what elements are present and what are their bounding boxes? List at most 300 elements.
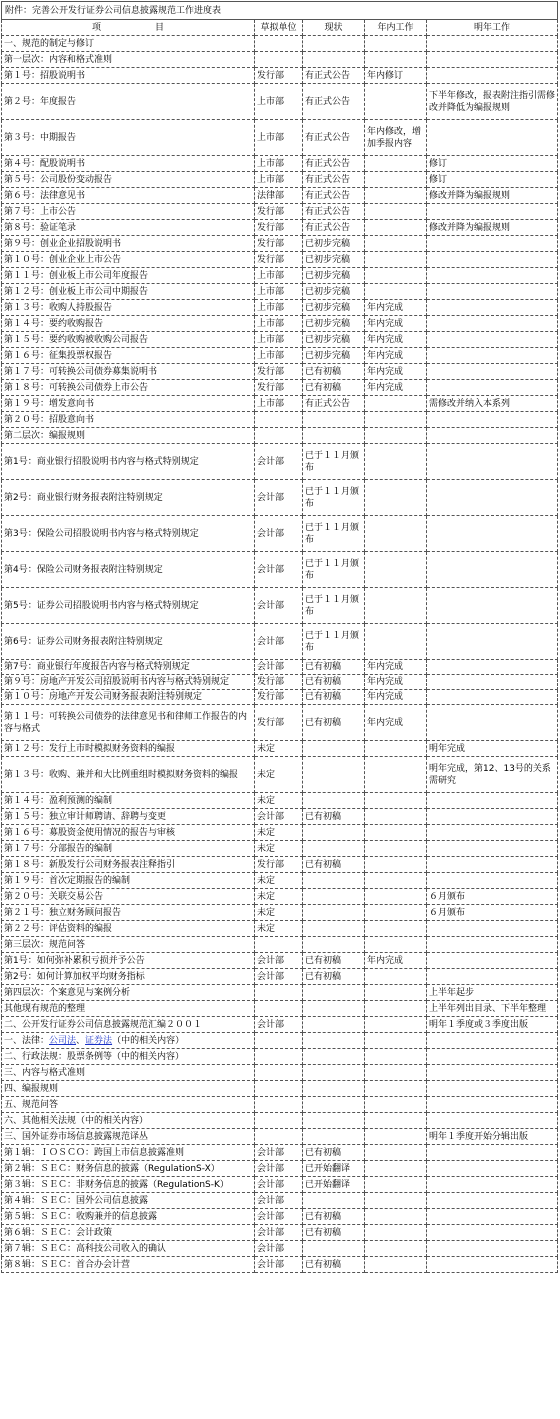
cell-status: 已有初稿 [303, 1145, 365, 1161]
cell-status [303, 1001, 365, 1017]
cell-status: 有正式公告 [303, 396, 365, 412]
cell-this-year [365, 396, 427, 412]
table-row [2, 588, 558, 624]
cell-next-year [427, 1033, 558, 1049]
cell-next-year [427, 516, 558, 552]
cell-unit: 会计部 [255, 480, 303, 516]
header-item: 项 目 [2, 20, 255, 36]
cell-status: 已于１１月颁布 [303, 444, 365, 480]
cell-this-year [365, 516, 427, 552]
cell-item: 第７号：上市公告 [2, 204, 255, 220]
cell-this-year [365, 236, 427, 252]
cell-unit: 上市部 [255, 268, 303, 284]
cell-item: 第１２号：发行上市时模拟财务资料的编报 [2, 741, 255, 757]
table-row [2, 1081, 558, 1097]
cell-next-year [427, 624, 558, 660]
cell-next-year [427, 36, 558, 52]
cell-unit [255, 1081, 303, 1097]
cell-unit: 未定 [255, 825, 303, 841]
table-row [2, 120, 558, 156]
table-row [2, 969, 558, 985]
cell-next-year: 明年１季度开始分辑出版 [427, 1129, 558, 1145]
cell-status: 已开始翻译 [303, 1161, 365, 1177]
cell-next-year [427, 552, 558, 588]
cell-unit: 会计部 [255, 660, 303, 675]
cell-item: 第４号：配股说明书 [2, 156, 255, 172]
cell-next-year [427, 969, 558, 985]
table-row [2, 156, 558, 172]
cell-item: 第１０号：房地产开发公司财务报表附注特别规定 [2, 690, 255, 705]
cell-item: 第１７号：可转换公司债券募集说明书 [2, 364, 255, 380]
cell-item: 第２号：年度报告 [2, 84, 255, 120]
cell-status [303, 412, 365, 428]
cell-status: 已有初稿 [303, 1225, 365, 1241]
table-row [2, 985, 558, 1001]
cell-this-year [365, 480, 427, 516]
table-row [2, 1129, 558, 1145]
table-row [2, 1225, 558, 1241]
cell-status [303, 841, 365, 857]
cell-unit: 会计部 [255, 516, 303, 552]
cell-unit [255, 937, 303, 953]
cell-item: 五、规范问答 [2, 1097, 255, 1113]
cell-this-year: 年内完成 [365, 332, 427, 348]
cell-status: 已有初稿 [303, 1209, 365, 1225]
cell-this-year: 年内完成 [365, 300, 427, 316]
cell-status: 已有初稿 [303, 380, 365, 396]
cell-next-year [427, 841, 558, 857]
cell-unit: 会计部 [255, 552, 303, 588]
cell-status: 已有初稿 [303, 705, 365, 741]
cell-unit: 发行部 [255, 204, 303, 220]
cell-this-year [365, 412, 427, 428]
table-row [2, 444, 558, 480]
table-row [2, 316, 558, 332]
cell-next-year: 修订 [427, 156, 558, 172]
table-row [2, 204, 558, 220]
table-row [2, 1193, 558, 1209]
cell-this-year [365, 757, 427, 793]
cell-this-year [365, 873, 427, 889]
cell-unit: 会计部 [255, 588, 303, 624]
table-row [2, 428, 558, 444]
cell-unit: 会计部 [255, 1145, 303, 1161]
cell-next-year [427, 937, 558, 953]
cell-unit: 上市部 [255, 332, 303, 348]
table-row [2, 1065, 558, 1081]
cell-item: 第２辑：ＳＥＣ：财务信息的披露（RegulationS-X） [2, 1161, 255, 1177]
cell-unit [255, 1065, 303, 1081]
table-row [2, 757, 558, 793]
cell-next-year [427, 268, 558, 284]
cell-item: 第１４号：要约收购报告 [2, 316, 255, 332]
cell-unit [255, 1097, 303, 1113]
cell-next-year: 修改并降为编报规则 [427, 188, 558, 204]
cell-status: 已有初稿 [303, 809, 365, 825]
cell-unit: 发行部 [255, 220, 303, 236]
cell-status: 已于１１月颁布 [303, 588, 365, 624]
cell-this-year [365, 921, 427, 937]
cell-next-year [427, 1081, 558, 1097]
cell-next-year [427, 204, 558, 220]
cell-next-year: 需修改并纳入本系列 [427, 396, 558, 412]
cell-item: 第１９号：首次定期报告的编制 [2, 873, 255, 889]
cell-unit: 发行部 [255, 705, 303, 741]
cell-this-year [365, 36, 427, 52]
cell-item: 第１６号：征集投票权报告 [2, 348, 255, 364]
cell-this-year [365, 1129, 427, 1145]
cell-next-year [427, 1145, 558, 1161]
cell-status: 已初步完稿 [303, 300, 365, 316]
cell-status: 已初步完稿 [303, 316, 365, 332]
cell-this-year [365, 1145, 427, 1161]
cell-unit: 未定 [255, 889, 303, 905]
cell-this-year [365, 284, 427, 300]
cell-this-year [365, 1081, 427, 1097]
table-row [2, 690, 558, 705]
cell-item: 第3号：保险公司招股说明书内容与格式特别规定 [2, 516, 255, 552]
cell-item: 三、内容与格式准则 [2, 1065, 255, 1081]
cell-next-year [427, 1161, 558, 1177]
cell-unit: 发行部 [255, 675, 303, 690]
cell-unit: 上市部 [255, 316, 303, 332]
cell-status: 已于１１月颁布 [303, 552, 365, 588]
table-row [2, 480, 558, 516]
cell-this-year [365, 857, 427, 873]
cell-status: 有正式公告 [303, 204, 365, 220]
cell-this-year [365, 428, 427, 444]
cell-status: 有正式公告 [303, 188, 365, 204]
cell-unit [255, 985, 303, 1001]
cell-item: 第一层次：内容和格式准则 [2, 52, 255, 68]
cell-status [303, 1017, 365, 1033]
table-row [2, 1097, 558, 1113]
cell-unit: 会计部 [255, 1257, 303, 1273]
cell-next-year [427, 52, 558, 68]
cell-item: 第１３号：收购人持股报告 [2, 300, 255, 316]
cell-unit: 会计部 [255, 444, 303, 480]
cell-item: 第９号：创业企业招股说明书 [2, 236, 255, 252]
table-row [2, 675, 558, 690]
cell-this-year [365, 624, 427, 660]
cell-next-year [427, 284, 558, 300]
table-row [2, 1177, 558, 1193]
cell-item: 第１２号：创业板上市公司中期报告 [2, 284, 255, 300]
table-row [2, 905, 558, 921]
cell-item: 第１８号：新股发行公司财务报表注释指引 [2, 857, 255, 873]
cell-status [303, 889, 365, 905]
cell-item: 第5号：证券公司招股说明书内容与格式特别规定 [2, 588, 255, 624]
cell-next-year [427, 316, 558, 332]
cell-unit: 发行部 [255, 236, 303, 252]
cell-item: 第１辑：ＩＯＳＣＯ：跨国上市信息披露准则 [2, 1145, 255, 1161]
table-row [2, 1113, 558, 1129]
table-row [2, 348, 558, 364]
cell-status [303, 1033, 365, 1049]
cell-item: 第1号：如何弥补累积亏损并予公告 [2, 953, 255, 969]
cell-unit: 发行部 [255, 380, 303, 396]
cell-status: 已初步完稿 [303, 284, 365, 300]
cell-this-year [365, 588, 427, 624]
cell-next-year [427, 953, 558, 969]
table-row [2, 1145, 558, 1161]
cell-unit: 会计部 [255, 809, 303, 825]
cell-unit [255, 412, 303, 428]
cell-item: 第１１号：创业板上市公司年度报告 [2, 268, 255, 284]
cell-item: 第1号：商业银行招股说明书内容与格式特别规定 [2, 444, 255, 480]
cell-item: 第５号：公司股份变动报告 [2, 172, 255, 188]
cell-status: 有正式公告 [303, 120, 365, 156]
table-row [2, 660, 558, 675]
cell-item: 第７辑：ＳＥＣ：高科技公司收入的确认 [2, 1241, 255, 1257]
cell-this-year: 年内完成 [365, 953, 427, 969]
table-row [2, 741, 558, 757]
cell-status: 已于１１月颁布 [303, 516, 365, 552]
table-row [2, 188, 558, 204]
cell-this-year [365, 793, 427, 809]
table-row [2, 172, 558, 188]
cell-next-year [427, 857, 558, 873]
cell-this-year [365, 1241, 427, 1257]
cell-item: 第１５号：独立审计师聘请、辞聘与变更 [2, 809, 255, 825]
table-row [2, 1001, 558, 1017]
table-row [2, 36, 558, 52]
cell-status [303, 1097, 365, 1113]
cell-status [303, 825, 365, 841]
cell-this-year [365, 156, 427, 172]
cell-status: 已有初稿 [303, 690, 365, 705]
cell-item: 第２１号：独立财务顾问报告 [2, 905, 255, 921]
cell-next-year [427, 120, 558, 156]
cell-unit: 会计部 [255, 1225, 303, 1241]
cell-next-year: 上半年列出目录、下半年整理 [427, 1001, 558, 1017]
table-row [2, 252, 558, 268]
cell-next-year [427, 380, 558, 396]
cell-this-year: 年内完成 [365, 660, 427, 675]
table-row [2, 953, 558, 969]
cell-item: 一、法律：公司法、证券法（中的相关内容） [2, 1033, 255, 1049]
cell-unit: 上市部 [255, 120, 303, 156]
cell-item: 第６号：法律意见书 [2, 188, 255, 204]
cell-item: 第2号：如何计算加权平均财务指标 [2, 969, 255, 985]
cell-this-year [365, 1209, 427, 1225]
cell-status: 有正式公告 [303, 84, 365, 120]
cell-unit: 会计部 [255, 1161, 303, 1177]
cell-status: 有正式公告 [303, 68, 365, 84]
cell-item: 第６辑：ＳＥＣ：会计政策 [2, 1225, 255, 1241]
cell-next-year: 上半年起步 [427, 985, 558, 1001]
cell-status [303, 793, 365, 809]
table-row [2, 1241, 558, 1257]
table-row [2, 52, 558, 68]
cell-this-year [365, 204, 427, 220]
table-row [2, 937, 558, 953]
cell-unit: 未定 [255, 741, 303, 757]
cell-next-year [427, 809, 558, 825]
cell-this-year [365, 841, 427, 857]
cell-item: 第三层次：规范问答 [2, 937, 255, 953]
cell-unit: 上市部 [255, 284, 303, 300]
table-row [2, 809, 558, 825]
table-row [2, 412, 558, 428]
cell-this-year [365, 1161, 427, 1177]
cell-status [303, 52, 365, 68]
cell-item: 三、国外证券市场信息披露规范译丛 [2, 1129, 255, 1145]
header-row [2, 20, 558, 36]
cell-unit: 未定 [255, 873, 303, 889]
cell-next-year [427, 428, 558, 444]
table-row [2, 332, 558, 348]
cell-item: 第３辑：ＳＥＣ：非财务信息的披露（RegulationS-K） [2, 1177, 255, 1193]
cell-this-year [365, 889, 427, 905]
cell-status [303, 1081, 365, 1097]
cell-this-year [365, 1049, 427, 1065]
cell-unit: 会计部 [255, 1193, 303, 1209]
cell-unit: 发行部 [255, 364, 303, 380]
cell-status [303, 428, 365, 444]
table-row [2, 364, 558, 380]
cell-this-year [365, 905, 427, 921]
table-row [2, 268, 558, 284]
cell-status [303, 1065, 365, 1081]
table-row [2, 396, 558, 412]
cell-this-year: 年内完成 [365, 348, 427, 364]
table-row [2, 705, 558, 741]
table-row [2, 284, 558, 300]
table-row [2, 84, 558, 120]
sheet-title: 附件：完善公开发行证券公司信息披露规范工作进度表 [2, 2, 558, 20]
cell-unit [255, 52, 303, 68]
cell-next-year: 下半年修改，报表附注指引需修改并降低为编报规则 [427, 84, 558, 120]
cell-unit: 未定 [255, 793, 303, 809]
table-row [2, 873, 558, 889]
cell-next-year: 明年完成 [427, 741, 558, 757]
cell-unit: 会计部 [255, 953, 303, 969]
header-this-year: 年内工作 [365, 20, 427, 36]
cell-this-year [365, 268, 427, 284]
cell-item: 第2号：商业银行财务报表附注特别规定 [2, 480, 255, 516]
cell-status [303, 873, 365, 889]
cell-item: 第二层次：编报规则 [2, 428, 255, 444]
cell-item: 第９号：房地产开发公司招股说明书内容与格式特别规定 [2, 675, 255, 690]
cell-next-year [427, 1097, 558, 1113]
cell-next-year [427, 1065, 558, 1081]
cell-this-year [365, 188, 427, 204]
table-row [2, 1033, 558, 1049]
cell-status: 已有初稿 [303, 1257, 365, 1273]
cell-next-year [427, 1241, 558, 1257]
securities-law-link[interactable]: 证券法 [85, 1035, 113, 1046]
cell-this-year [365, 809, 427, 825]
cell-status: 已有初稿 [303, 857, 365, 873]
cell-item: 第四层次：个案意见与案例分析 [2, 985, 255, 1001]
cell-this-year [365, 937, 427, 953]
cell-status: 已初步完稿 [303, 268, 365, 284]
cell-unit: 上市部 [255, 396, 303, 412]
cell-unit: 未定 [255, 757, 303, 793]
cell-status: 已初步完稿 [303, 252, 365, 268]
cell-unit [255, 1113, 303, 1129]
cell-item: 第４辑：ＳＥＣ：国外公司信息披露 [2, 1193, 255, 1209]
cell-this-year [365, 1193, 427, 1209]
header-status: 现状 [303, 20, 365, 36]
cell-next-year [427, 921, 558, 937]
cell-unit [255, 1049, 303, 1065]
cell-next-year: ６月颁布 [427, 905, 558, 921]
cell-this-year [365, 1017, 427, 1033]
cell-unit: 发行部 [255, 857, 303, 873]
cell-this-year [365, 220, 427, 236]
cell-status: 已开始翻译 [303, 1177, 365, 1193]
cell-unit [255, 1129, 303, 1145]
cell-item: 六、其他相关法规（中的相关内容） [2, 1113, 255, 1129]
cell-this-year: 年内完成 [365, 675, 427, 690]
cell-status [303, 1113, 365, 1129]
cell-status [303, 757, 365, 793]
table-row [2, 793, 558, 809]
cell-status: 已有初稿 [303, 969, 365, 985]
cell-next-year [427, 1113, 558, 1129]
cell-next-year [427, 660, 558, 675]
table-row [2, 552, 558, 588]
cell-status [303, 937, 365, 953]
table-row [2, 825, 558, 841]
cell-next-year [427, 300, 558, 316]
table-row [2, 380, 558, 396]
table-row [2, 1017, 558, 1033]
cell-unit [255, 428, 303, 444]
progress-sheet [1, 1, 559, 1273]
cell-unit [255, 1033, 303, 1049]
cell-this-year [365, 825, 427, 841]
table-row [2, 1049, 558, 1065]
cell-item: 一、规范的制定与修订 [2, 36, 255, 52]
cell-this-year [365, 1113, 427, 1129]
cell-item: 第１６号：募股资金使用情况的报告与审核 [2, 825, 255, 841]
cell-item: 第８辑：ＳＥＣ：首合办会计营 [2, 1257, 255, 1273]
cell-next-year [427, 412, 558, 428]
cell-this-year [365, 252, 427, 268]
cell-next-year [427, 690, 558, 705]
cell-unit: 发行部 [255, 690, 303, 705]
cell-item: 二、行政法规：股票条例等（中的相关内容） [2, 1049, 255, 1065]
cell-item: 第８号：验证笔录 [2, 220, 255, 236]
cell-next-year [427, 1193, 558, 1209]
table-row [2, 220, 558, 236]
cell-item: 第7号：商业银行年度报告内容与格式特别规定 [2, 660, 255, 675]
progress-table [1, 1, 558, 1273]
cell-next-year [427, 1257, 558, 1273]
cell-this-year [365, 969, 427, 985]
cell-next-year [427, 332, 558, 348]
table-row [2, 1209, 558, 1225]
cell-unit: 发行部 [255, 68, 303, 84]
cell-status [303, 1129, 365, 1145]
table-row [2, 1161, 558, 1177]
table-row [2, 857, 558, 873]
cell-item: 第１１号：可转换公司债券的法律意见书和律师工作报告的内容与格式 [2, 705, 255, 741]
cell-this-year [365, 1033, 427, 1049]
cell-unit: 会计部 [255, 1241, 303, 1257]
cell-this-year [365, 985, 427, 1001]
company-law-link[interactable]: 公司法 [49, 1035, 77, 1046]
cell-this-year: 年内完成 [365, 690, 427, 705]
cell-item: 第１７号：分部报告的编制 [2, 841, 255, 857]
cell-this-year [365, 1225, 427, 1241]
header-next-year: 明年工作 [427, 20, 558, 36]
cell-item: 第２０号：招股意向书 [2, 412, 255, 428]
cell-next-year [427, 1049, 558, 1065]
